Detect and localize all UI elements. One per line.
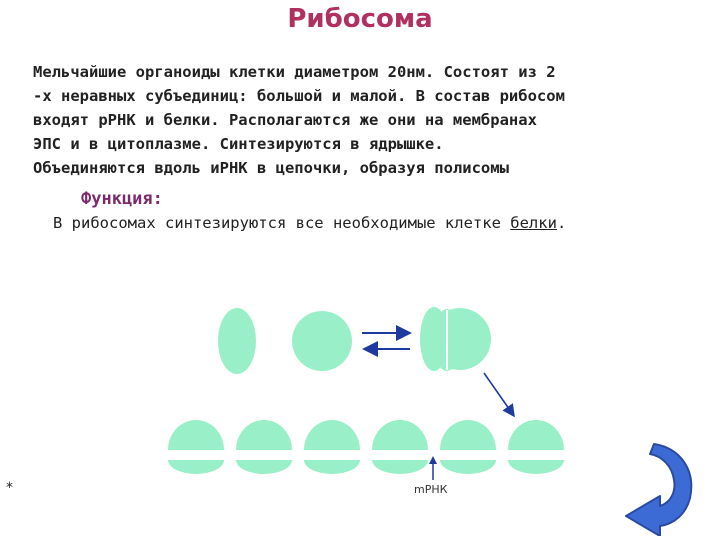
description-line: ЭПС и в цитоплазме. Синтезируются в ядрышке. <box>33 135 444 153</box>
diagonal-arrow-icon <box>484 373 514 416</box>
mrna-label: mРНК <box>414 483 448 496</box>
description-line: входят рРНК и белки. Располагаются же они на мембранах <box>33 111 537 129</box>
small-subunit <box>218 308 256 374</box>
description-line: -х неравных субъединиц: большой и малой. В состав рибосом <box>33 87 565 105</box>
function-text-main: В рибосомах синтезируются все необходимые клетке <box>53 214 511 232</box>
polysome-ribosome <box>168 420 224 474</box>
polysome-ribosome <box>440 420 496 474</box>
large-subunit <box>292 311 352 371</box>
polysome-ribosome <box>304 420 360 474</box>
polysome <box>168 420 564 480</box>
mrna-pointer-head-icon <box>429 456 437 464</box>
polysome-ribosome <box>508 420 564 474</box>
description-line: Объединяются вдоль иРНК в цепочки, образуя полисомы <box>33 159 509 177</box>
function-heading: Функция: <box>81 189 163 209</box>
function-text-end: . <box>556 214 567 232</box>
curved-back-arrow-icon[interactable] <box>616 440 706 536</box>
footnote-mark: * <box>6 480 13 496</box>
assembled-ribosome <box>420 307 491 371</box>
description-line: Мельчайшие органоиды клетки диаметром 20нм. Состоят из 2 <box>33 63 556 81</box>
polysome-ribosome <box>236 420 292 474</box>
polysome-ribosome <box>372 420 428 474</box>
function-text-proteins: белки <box>510 214 557 232</box>
page-title: Рибосома <box>287 4 433 34</box>
